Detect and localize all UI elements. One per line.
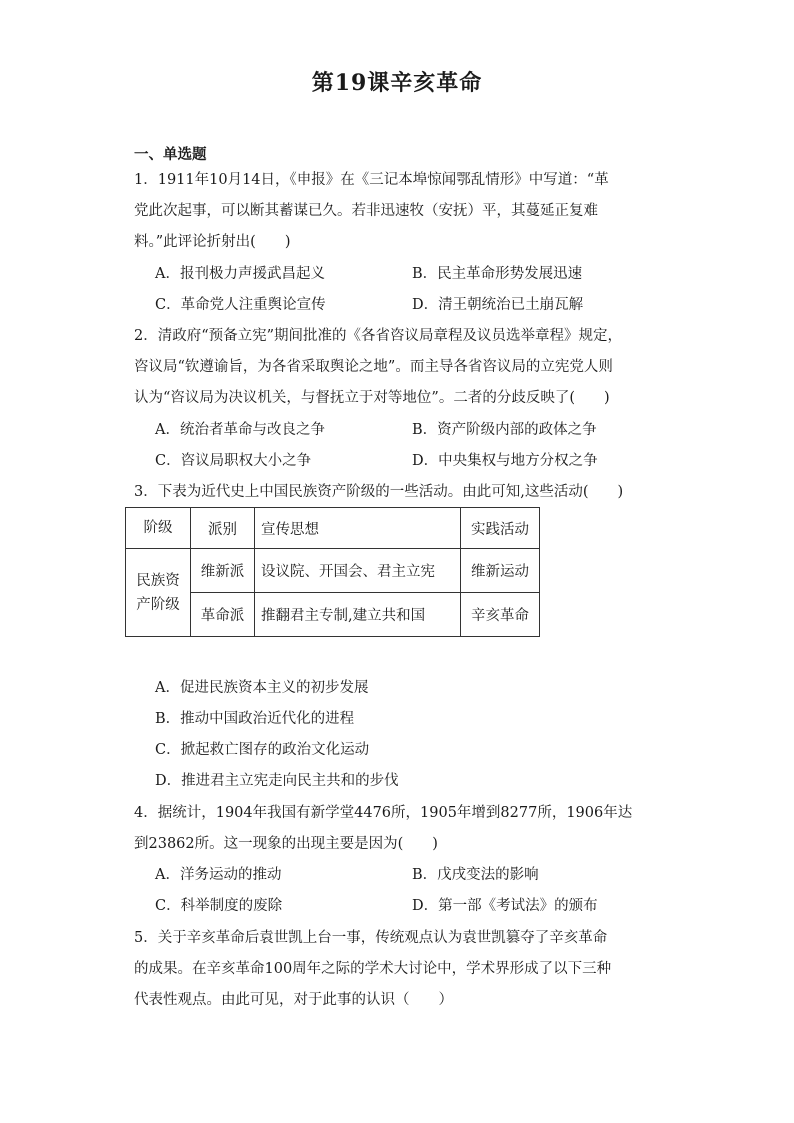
question-2-option-c: C．咨议局职权大小之争 (155, 453, 312, 469)
question-4-option-b: B．戊戌变法的影响 (412, 867, 539, 883)
question-1-option-d: D．清王朝统治已土崩瓦解 (412, 297, 584, 313)
question-2-line-2: 咨议局“钦遵谕旨，为各省采取舆论之地”。而主导各省咨议局的立宪党人则 (134, 359, 613, 375)
table-header-cell: 实践活动 (461, 508, 540, 549)
table-row (126, 549, 540, 593)
question-1-line-3: 料。”此评论折射出( ) (134, 234, 291, 250)
question-1-option-a: A．报刊极力声援武昌起义 (155, 266, 325, 282)
table-header-cell: 派别 (191, 508, 255, 549)
question-5-line-3: 代表性观点。由此可见，对于此事的认识（ ） (134, 992, 453, 1008)
question-5-line-2: 的成果。在辛亥革命100周年之际的学术大讨论中，学术界形成了以下三种 (134, 961, 612, 977)
question-2-line-3: 认为“咨议局为决议机关，与督抚立于对等地位”。二者的分歧反映了( ) (134, 390, 610, 406)
question-3-option-b: B．推动中国政治近代化的进程 (155, 711, 355, 727)
table-class-cell: 民族资产阶级 (126, 549, 191, 637)
question-3-option-c: C．掀起救亡图存的政治文化运动 (155, 742, 370, 758)
activities-table (125, 507, 540, 637)
question-1-option-b: B．民主革命形势发展迅速 (412, 266, 583, 282)
question-4-line-1: 4．据统计，1904年我国有新学堂4476所，1905年增到8277所，1906年达 (134, 805, 633, 821)
table-cell: 辛亥革命 (461, 593, 540, 637)
question-4-line-2: 到23862所。这一现象的出现主要是因为( ) (134, 836, 438, 852)
question-4-option-d: D．第一部《考试法》的颁布 (412, 898, 598, 914)
page-title: 第19课辛亥革命 (311, 70, 483, 96)
table-cell: 维新派 (191, 549, 255, 593)
question-5-line-1: 5．关于辛亥革命后袁世凯上台一事，传统观点认为袁世凯篡夺了辛亥革命 (134, 930, 608, 946)
table-cell: 革命派 (191, 593, 255, 637)
question-3-option-d: D．推进君主立宪走向民主共和的步伐 (155, 773, 399, 789)
question-1-line-1: 1．1911年10月14日，《申报》在《三记本埠惊闻鄂乱情形》中写道：“革 (134, 172, 609, 188)
question-2-option-b: B．资产阶级内部的政体之争 (412, 422, 597, 438)
section-heading: 一、单选题 (134, 146, 207, 163)
question-4-option-a: A．洋务运动的推动 (155, 867, 282, 883)
table-header-row (126, 508, 540, 549)
question-4-option-c: C．科举制度的废除 (155, 898, 283, 914)
question-3-line-1: 3．下表为近代史上中国民族资产阶级的一些活动。由此可知,这些活动( ) (134, 484, 624, 500)
table-header-cell: 阶级 (126, 508, 191, 549)
table-cell: 推翻君主专制,建立共和国 (255, 593, 461, 637)
table-cell: 维新运动 (461, 549, 540, 593)
question-1-line-2: 党此次起事，可以断其蓄谋已久。若非迅速牧（安抚）平，其蔓延正复难 (134, 203, 598, 219)
question-3-option-a: A．促进民族资本主义的初步发展 (155, 680, 369, 696)
question-1-option-c: C．革命党人注重舆论宣传 (155, 297, 326, 313)
question-2-line-1: 2．清政府“预备立宪”期间批准的《各省咨议局章程及议员选举章程》规定， (134, 328, 623, 344)
table-header-cell: 宣传思想 (255, 508, 461, 549)
table-cell: 设议院、开国会、君主立宪 (255, 549, 461, 593)
question-2-option-a: A．统治者革命与改良之争 (155, 422, 325, 438)
question-2-option-d: D．中央集权与地方分权之争 (412, 453, 598, 469)
